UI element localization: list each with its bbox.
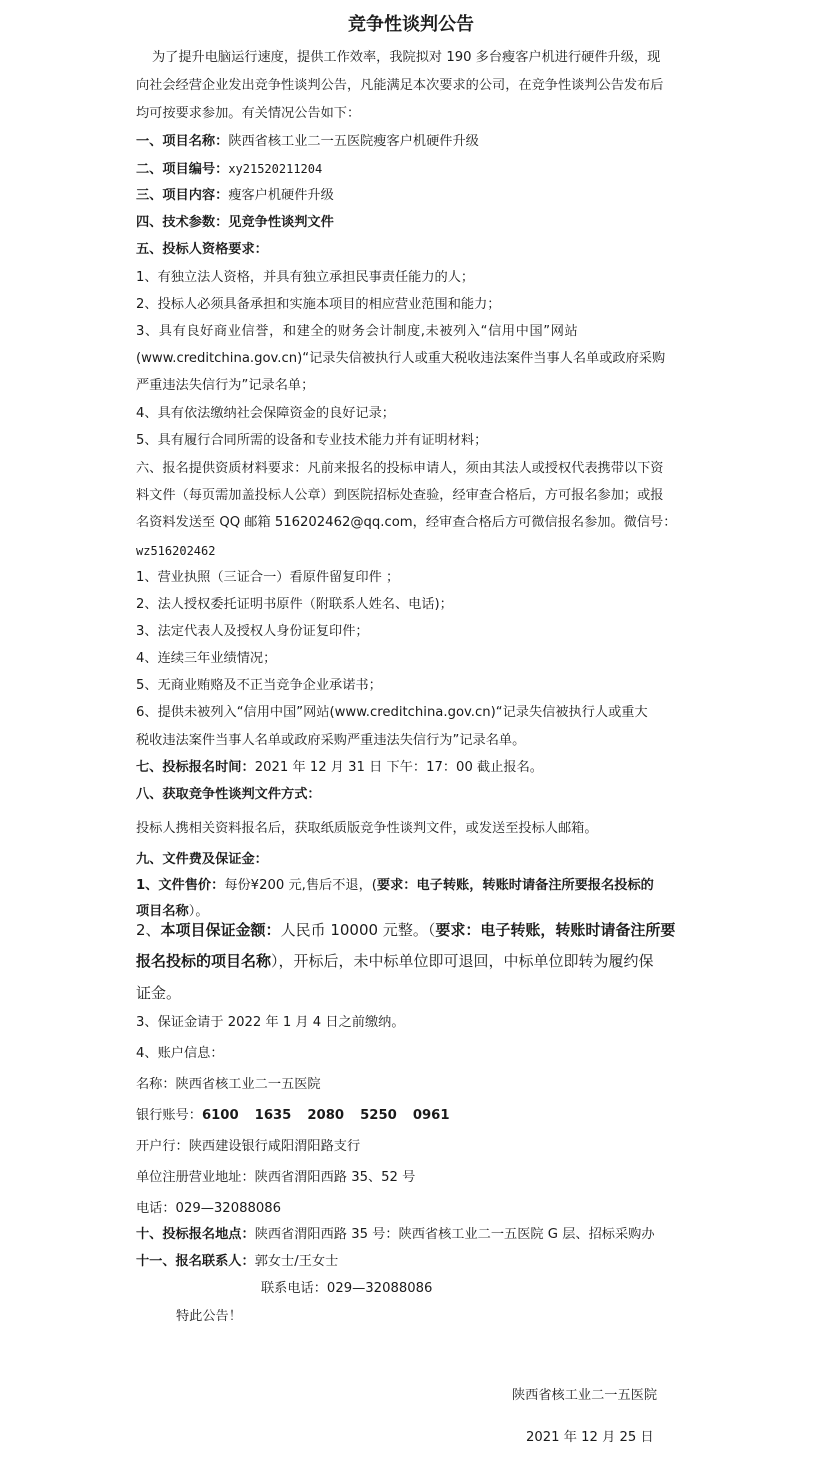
section-2-label: 二、项目编号： <box>136 162 229 177</box>
bank-branch: 开户行：陕西建设银行咸阳渭阳路支行 <box>136 1139 361 1154</box>
material-item: 4、连续三年业绩情况； <box>136 651 277 666</box>
qualification-item: (www.creditchina.gov.cn)“记录失信被执行人或重大税收违法案件当事人名单或政府采购 <box>136 351 666 366</box>
section-8-label: 八、获取竞争性谈判文件方式： <box>136 787 321 802</box>
section-10-value: 陕西省渭阳西路 35 号：陕西省核工业二一五医院 G 层、招标采购办 <box>254 1227 655 1242</box>
signature-organization: 陕西省核工业二一五医院 <box>512 1388 658 1403</box>
bank-account-group: 5250 <box>360 1108 397 1123</box>
qualification-item: 4、具有依法缴纳社会保障资金的良好记录； <box>136 406 395 421</box>
intro-line-3: 均可按要求参加。有关情况公告如下： <box>136 106 361 121</box>
material-item: 2、法人授权委托证明书原件（附联系人姓名、电话)； <box>136 597 453 612</box>
bank-account-group: 6100 <box>201 1108 239 1123</box>
deposit-label: 本项目保证金额： <box>160 921 281 939</box>
bank-account-label: 银行账号： <box>136 1108 202 1123</box>
fee-requirement: 要求：电子转账，转账时请备注所要报名投标的 <box>376 878 654 893</box>
section-4: 四、技术参数：见竞争性谈判文件 <box>136 215 334 230</box>
section-8-text: 投标人携相关资料报名后，获取纸质版竞争性谈判文件，或发送至投标人邮箱。 <box>136 821 598 836</box>
fee-value: 每份¥200 元,售后不退，( <box>224 878 377 893</box>
deposit-requirement-2: 报名投标的项目名称 <box>136 952 272 970</box>
deposit-line-2 <box>136 949 654 973</box>
qualification-item: 3、具有良好商业信誉，和建全的财务会计制度,未被列入“信用中国”网站 <box>136 324 579 339</box>
deposit-deadline: 3、保证金请于 2022 年 1 月 4 日之前缴纳。 <box>136 1015 405 1030</box>
deposit-line-3: 证金。 <box>136 984 182 1002</box>
section-2-value: xy21520211204 <box>228 162 323 176</box>
material-item: 6、提供未被列入“信用中国”网站(www.creditchina.gov.cn)“记录失信被执行人或重大 <box>136 705 648 720</box>
bank-account <box>136 1106 466 1126</box>
section-5-label: 五、投标人资格要求： <box>136 242 268 257</box>
fee-requirement-2: 项目名称 <box>136 904 189 919</box>
page-title: 竞争性谈判公告 <box>348 14 474 35</box>
section-11 <box>136 1252 338 1272</box>
signature-date: 2021 年 12 月 25 日 <box>526 1430 654 1445</box>
section-6-line: 六、报名提供资质材料要求：凡前来报名的投标申请人，须由其法人或授权代表携带以下资 <box>136 461 664 476</box>
qualification-item: 2、投标人必须具备承担和实施本项目的相应营业范围和能力； <box>136 297 501 312</box>
section-10 <box>136 1225 655 1245</box>
deposit-number: 2、 <box>136 921 161 939</box>
section-7-label: 七、投标报名时间： <box>136 760 255 775</box>
material-item: 3、法定代表人及授权人身份证复印件； <box>136 624 369 639</box>
section-7 <box>136 758 543 778</box>
fee-label: 1、文件售价： <box>136 878 225 893</box>
section-10-label: 十、投标报名地点： <box>136 1227 255 1242</box>
section-1 <box>136 132 479 152</box>
bank-account-group: 2080 <box>307 1108 345 1123</box>
section-11-label: 十一、报名联系人： <box>136 1254 255 1269</box>
section-3-label: 三、项目内容： <box>136 188 229 203</box>
intro-line-1: 为了提升电脑运行速度，提供工作效率，我院拟对 190 多台瘦客户机进行硬件升级，现 <box>152 50 661 65</box>
qualification-item: 1、有独立法人资格，并具有独立承担民事责任能力的人； <box>136 270 475 285</box>
registered-address: 单位注册营业地址：陕西省渭阳西路 35、52 号 <box>136 1170 416 1185</box>
deposit-tail: ），开标后，未中标单位即可退回，中标单位即转为履约保 <box>271 952 654 970</box>
fee-line <box>136 876 654 896</box>
intro-line-2: 向社会经营企业发出竞争性谈判公告，凡能满足本次要求的公司，在竞争性谈判公告发布后 <box>136 78 664 93</box>
fee-end: ）。 <box>188 904 209 919</box>
phone: 电话：029—32088086 <box>136 1201 282 1216</box>
section-6-line: 料文件（每页需加盖投标人公章）到医院招标处查验，经审查合格后，方可报名参加；或报 <box>136 488 664 503</box>
qualification-item: 5、具有履行合同所需的设备和专业技术能力并有证明材料； <box>136 433 488 448</box>
section-3-value: 瘦客户机硬件升级 <box>228 188 334 203</box>
bank-account-group: 1635 <box>254 1108 292 1123</box>
bank-account-group: 0961 <box>412 1108 450 1123</box>
deposit-requirement: 要求：电子转账，转账时请备注所要 <box>435 921 676 939</box>
section-1-value: 陕西省核工业二一五医院瘦客户机硬件升级 <box>228 134 479 149</box>
section-6-line: wz516202462 <box>136 544 216 558</box>
section-9-label: 九、文件费及保证金： <box>136 852 268 867</box>
contact-phone: 联系电话：029—32088086 <box>261 1281 433 1296</box>
section-6-line: 名资料发送至 QQ 邮箱 516202462@qq.com，经审查合格后方可微信报名参加。微信号： <box>136 515 677 530</box>
deposit-line <box>136 918 675 942</box>
section-1-label: 一、项目名称： <box>136 134 229 149</box>
closing-text: 特此公告！ <box>176 1309 242 1324</box>
qualification-item: 严重违法失信行为”记录名单； <box>136 378 315 393</box>
material-item: 税收违法案件当事人名单或政府采购严重违法失信行为”记录名单。 <box>136 733 526 748</box>
section-3 <box>136 186 334 206</box>
material-item: 1、营业执照（三证合一）看原件留复印件 ； <box>136 570 400 585</box>
section-2 <box>136 159 322 180</box>
account-name: 名称：陕西省核工业二一五医院 <box>136 1077 321 1092</box>
section-11-value: 郭女士/王女士 <box>254 1254 339 1269</box>
section-7-value: 2021 年 12 月 31 日 下午：17：00 截止报名。 <box>254 760 543 775</box>
deposit-value: 人民币 10000 元整。（ <box>280 921 436 939</box>
material-item: 5、无商业贿赂及不正当竞争企业承诺书； <box>136 678 382 693</box>
account-info-label: 4、账户信息： <box>136 1046 224 1061</box>
